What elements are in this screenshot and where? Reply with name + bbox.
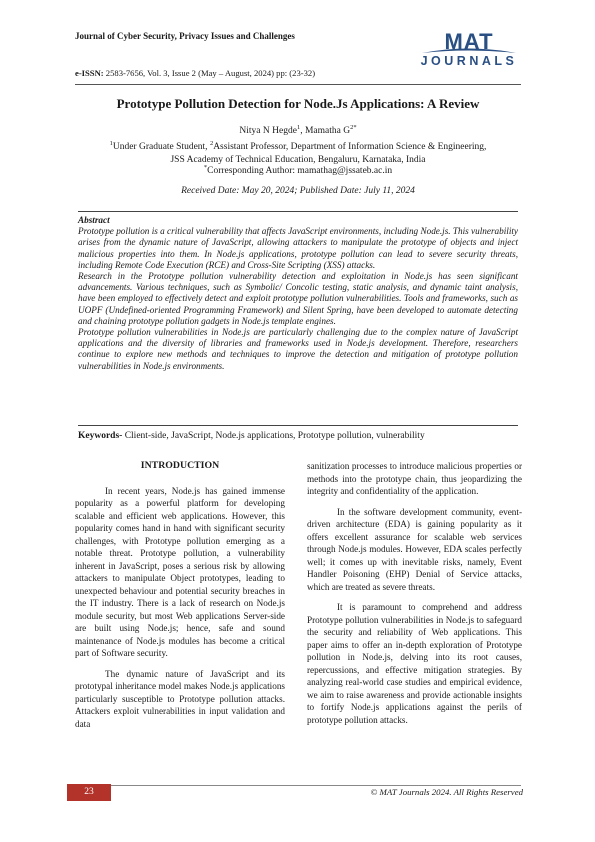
affil-institution: JSS Academy of Technical Education, Bengaluru, Karnataka, India xyxy=(170,154,426,165)
logo-text-top: MAT xyxy=(444,29,494,54)
corr-text: Corresponding Author: mamathag@jssateb.ac.in xyxy=(207,166,393,177)
keywords xyxy=(78,431,518,441)
issn-label: e-ISSN: xyxy=(75,68,104,78)
abstract xyxy=(78,215,518,372)
footer-divider xyxy=(75,785,521,786)
affil-sup-1: 1 xyxy=(109,140,113,147)
intro-paragraph-1: In recent years, Node.js has gained immense popularity as a powerful platform for developing scalable and efficient web applications. However, this popularity comes hand in hand with significant security challenges, with Prototype pollution emerging as a notable threat. Prototype pollution, a vulnerability inherent in JavaScript, poses a serious risk by allowing attackers to manipulate Object prototypes, leading to unexpected behaviour and potential security breaches in the IT industry. There is a lack of research on Node.js module security, but most Web applications Server-side are built using Node.js; hence, safe and sound maintenance of Node.js modules has become a critical part of Software security. xyxy=(75,485,285,658)
abstract-heading: Abstract xyxy=(78,215,110,225)
keywords-text: Client-side, JavaScript, Node.js applications, Prototype pollution, vulnerability xyxy=(122,431,425,441)
section-heading-introduction: INTRODUCTION xyxy=(140,460,220,471)
page-number-badge: 23 xyxy=(67,784,111,801)
header-divider xyxy=(75,84,521,85)
intro-paragraph-3: sanitization processes to introduce malicious properties or methods into the prototype chain, thus jeopardizing the integrity and confidentiality of the application. xyxy=(307,461,522,496)
paper-authors xyxy=(75,124,521,136)
corresponding-author xyxy=(75,164,521,176)
copyright-notice: © MAT Journals 2024. All Rights Reserved xyxy=(370,787,523,797)
issn-text: 2583-7656, Vol. 3, Issue 2 (May – August, 2024) pp: (23-32) xyxy=(103,68,316,78)
logo-text-bottom: JOURNALS xyxy=(420,54,518,68)
abstract-top-divider xyxy=(78,211,518,212)
body-column-right xyxy=(307,460,522,726)
affil-part-1: Under Graduate Student, xyxy=(112,142,210,153)
received-published-dates: Received Date: May 20, 2024; Published Date: July 11, 2024 xyxy=(181,186,415,196)
corr-sup: * xyxy=(203,164,208,171)
abstract-paragraph-3: Prototype pollution vulnerabilities in Node.js are particularly challenging due to the complex nature of JavaScript applications and the diversity of libraries and frameworks used in Node.js development. Therefore, researchers continue to explore new methods and techniques to improve the detection and mitigation of prototype pollution vulnerabilities in Node.js environments. xyxy=(78,327,518,371)
abstract-paragraph-2: Research in the Prototype pollution vulnerability detection and exploitation in Node.js has seen significant advancements. Various techniques, such as Symbolic/ Concolic testing, static analysis, and dynamic taint analysis, have been employed to effectively detect and exploit prototype pollution vulnerabilities. Tools and frameworks, such as UOPF (Undefined-oriented Programming Framework) and Silent Spring, have been developed to automate detecting and chaining prototype pollution gadgets in Node.js template engines. xyxy=(78,271,518,326)
intro-paragraph-5: It is paramount to comprehend and address Prototype pollution vulnerabilities in Node.js to safeguard the security and reliability of Web applications. This paper aims to offer an in-depth exploration of Prototype pollution in Node.js, delving into its root causes, repercussions, and effective mitigation strategies. By analyzing real-world case studies and empirical evidence, we aim to raise awareness and provide actionable insights to fortify Node.js applications against the perils of prototype pollution attacks. xyxy=(307,602,522,725)
paper-title: Prototype Pollution Detection for Node.Js Applications: A Review xyxy=(116,96,480,111)
journal-name: Journal of Cyber Security, Privacy Issues and Challenges xyxy=(75,31,295,41)
abstract-paragraph-1: Prototype pollution is a critical vulnerability that affects JavaScript environments, including Node.js. This vulnerability arises from the dynamic nature of JavaScript, allowing attackers to manipulate the prototype of objects and inject malicious properties into them. In Node.js applications, prototype pollution can lead to severe security threats, including Remote Code Execution (RCE) and Cross-Site Scripting (XSS) attacks. xyxy=(78,226,518,270)
keywords-label: Keywords- xyxy=(78,431,123,441)
intro-paragraph-2: The dynamic nature of JavaScript and its prototypal inheritance model makes Node.js applications particularly susceptible to Prototype pollution attacks. Attackers exploit vulnerabilities in input validation and data xyxy=(75,668,285,729)
issn-line xyxy=(75,68,315,78)
author-2: , Mamatha G xyxy=(300,126,351,137)
affiliation xyxy=(75,138,521,166)
author-1-sup: 1 xyxy=(296,124,301,131)
affil-sup-2: 2 xyxy=(209,140,214,147)
keywords-divider xyxy=(78,425,518,426)
journal-logo xyxy=(414,24,524,74)
body-column-left xyxy=(75,460,285,730)
intro-paragraph-4: In the software development community, event-driven architecture (EDA) is gaining popularity as it offers excellent assurance for scalable web services through Node.js modules. However, EDA scales perfectly well; it comes up with inevitable risks, namely, Event Handler Poisoning (EHP) Denial of Service attacks, which are treated as severe threats. xyxy=(307,506,522,592)
affil-part-2: Assistant Professor, Department of Information Science & Engineering, xyxy=(213,142,487,153)
author-2-sup: 2* xyxy=(350,124,357,131)
author-1: Nitya N Hegde xyxy=(239,126,297,137)
